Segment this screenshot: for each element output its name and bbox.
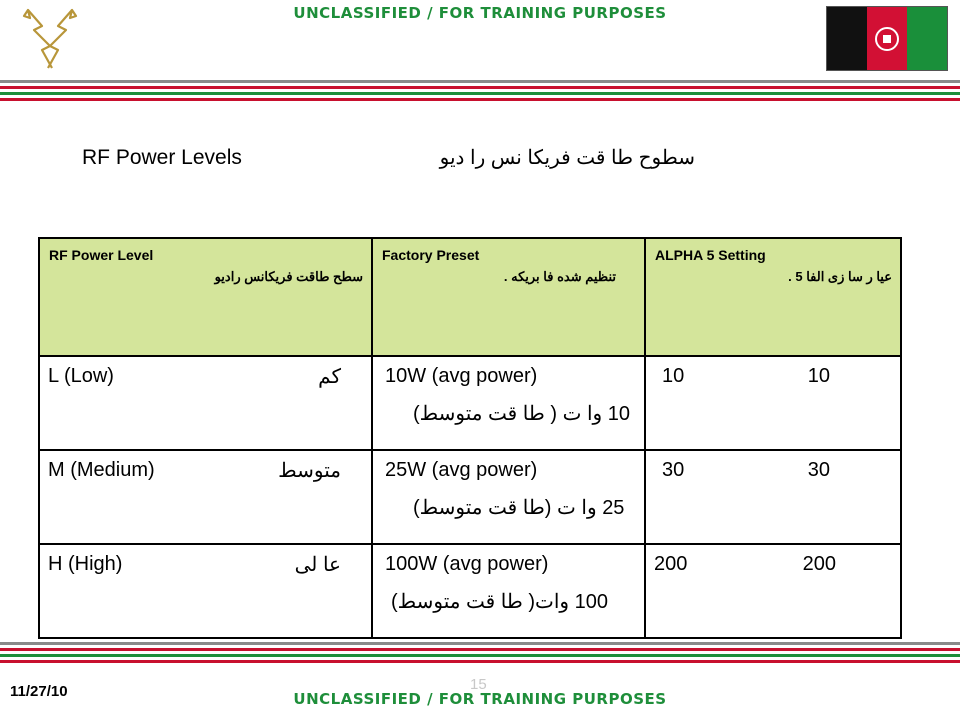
classification-banner-bottom: UNCLASSIFIED / FOR TRAINING PURPOSES — [293, 690, 667, 708]
factory-preset-english: 100W (avg power) — [385, 553, 549, 575]
alpha-setting-value: 10 — [807, 365, 830, 387]
slide-title-english: RF Power Levels — [82, 146, 242, 169]
factory-preset-english: 10W (avg power) — [385, 365, 538, 387]
alpha-setting-value: 200 — [654, 553, 688, 575]
header-cell-rf-power-level — [39, 238, 372, 356]
afghanistan-flag-icon — [826, 6, 948, 71]
lightning-bolts-emblem-icon — [22, 6, 78, 74]
table-row — [39, 450, 901, 544]
alpha-setting-value: 10 — [662, 365, 685, 387]
decorative-stripes-top — [0, 80, 960, 101]
header-label-dari: عیا ر سا زی الفا 5 . — [788, 269, 892, 284]
slide-date: 11/27/10 — [10, 683, 68, 700]
header-cell-alpha-5-setting — [645, 238, 901, 356]
power-level-english: H (High) — [48, 553, 123, 575]
header-label-english: RF Power Level — [49, 247, 154, 263]
power-level-english: L (Low) — [48, 365, 114, 387]
header-cell-factory-preset — [372, 238, 645, 356]
page-number: 15 — [470, 676, 487, 693]
header-label-dari: سطح طاقت فریکانس رادیو — [214, 269, 363, 284]
rf-power-table — [38, 237, 902, 639]
table-row — [39, 356, 901, 450]
slide-title-dari: سطوح طا قت فریکا نس را دیو — [439, 147, 695, 169]
power-level-dari: کم — [318, 366, 341, 388]
header-label-dari: تنظیم شده فا بریکه . — [503, 269, 616, 284]
power-level-dari: متوسط — [278, 460, 341, 482]
factory-preset-dari: 25 وا ت (طا قت متوسط) — [413, 497, 625, 519]
alpha-setting-value: 200 — [802, 553, 836, 575]
alpha-setting-value: 30 — [807, 459, 830, 481]
power-level-dari: عا لی — [294, 554, 341, 576]
factory-preset-dari: 100 وات( طا قت متوسط) — [391, 591, 608, 613]
decorative-stripes-bottom — [0, 642, 960, 663]
table-header-row — [39, 238, 901, 356]
table-row — [39, 544, 901, 638]
factory-preset-english: 25W (avg power) — [385, 459, 538, 481]
power-level-english: M (Medium) — [48, 459, 155, 481]
classification-banner-top: UNCLASSIFIED / FOR TRAINING PURPOSES — [293, 4, 667, 22]
alpha-setting-value: 30 — [662, 459, 685, 481]
factory-preset-dari: 10 وا ت ( طا قت متوسط) — [413, 403, 630, 425]
header-label-english: ALPHA 5 Setting — [655, 247, 766, 263]
header-label-english: Factory Preset — [382, 247, 480, 263]
